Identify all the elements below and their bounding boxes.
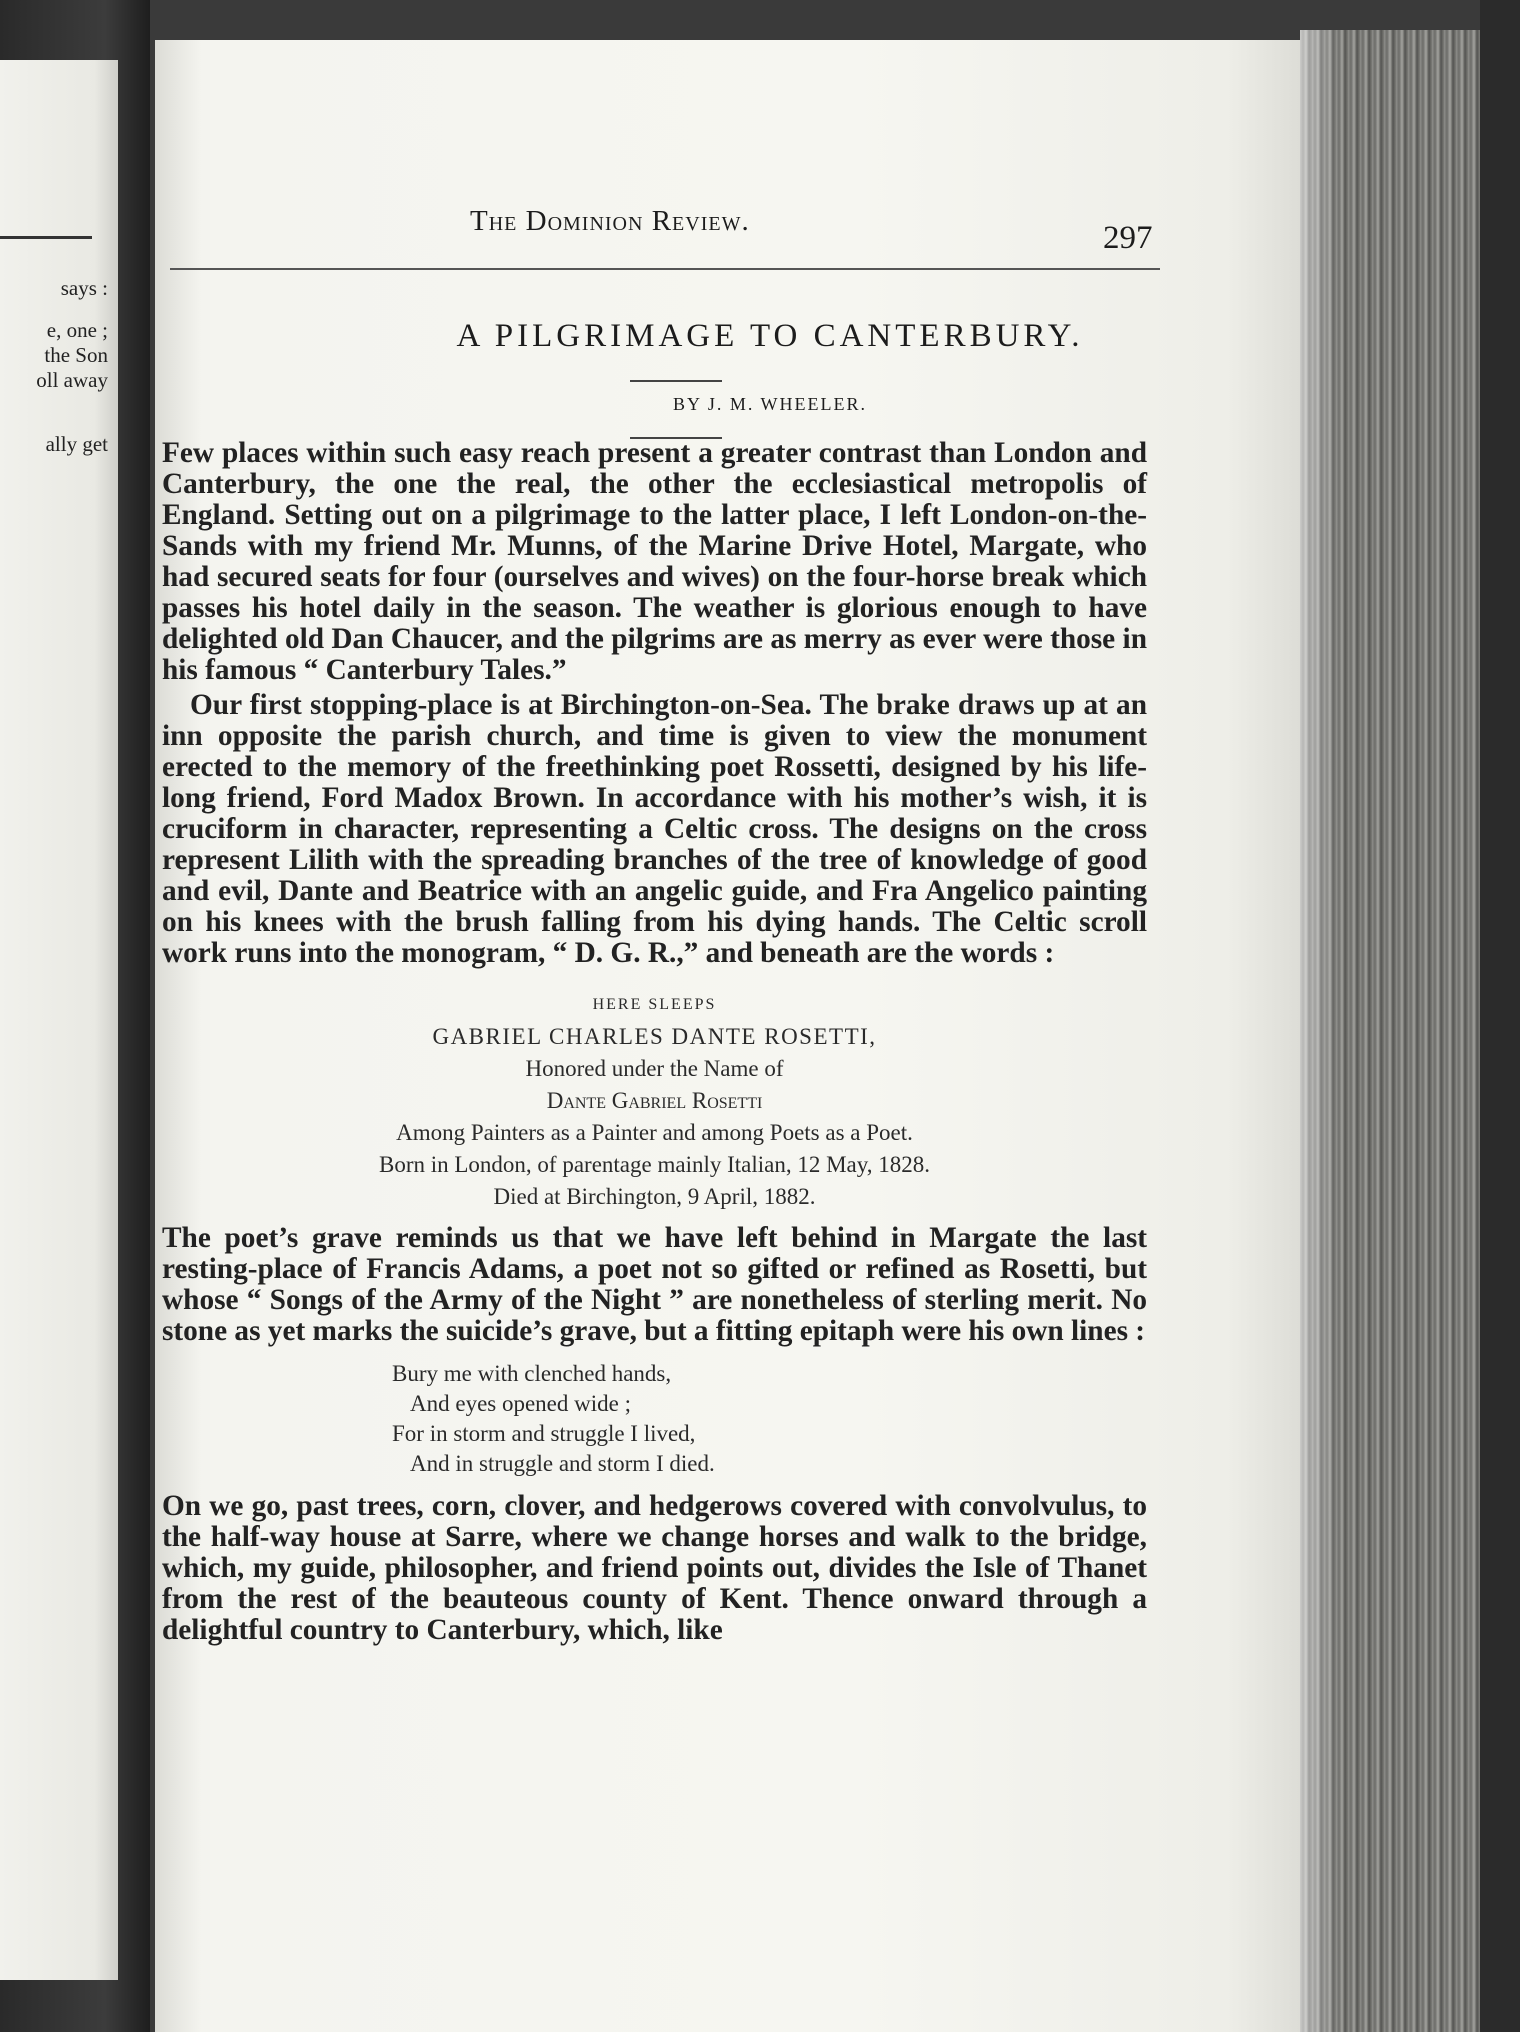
inscription-line: HERE SLEEPS (592, 996, 717, 1013)
poem-line: Bury me with clenched hands, (392, 1361, 672, 1386)
article-body (162, 438, 1147, 1646)
previous-page-line: ally get (45, 432, 108, 456)
background-edge (1480, 0, 1520, 2032)
article-title: A PILGRIMAGE TO CANTERBURY. (456, 318, 1084, 354)
poem-line: And in struggle and storm I died. (410, 1451, 715, 1476)
previous-page-rule (0, 236, 92, 239)
page-number: 297 (1103, 220, 1153, 256)
paragraph: Our first stopping-place is at Birchington-on-Sea. The brake draws up at an inn opposite the parish church, and time is given to view the monument erected to the memory of the freethinking poet Rossetti, designed by his life-long friend, Ford Madox Brown. In accordance with his mother’s wish, it is cruciform in character, representing a Celtic cross. The designs on the cross represent Lilith with the spreading branches of the tree of knowledge of good and evil, Dante and Beatrice with an angelic guide, and Fra Angelico painting on his knees with the brush falling from his dying hands. The Celtic scroll work runs into the monogram, “ D. G. R.,” and beneath are the words : (162, 689, 1147, 969)
previous-page-line: the Son (44, 343, 108, 367)
inscription-line: Died at Birchington, 9 April, 1882. (493, 1184, 816, 1209)
header-rule (170, 268, 1160, 270)
inscription-line: Honored under the Name of (525, 1056, 784, 1081)
inscription-line: GABRIEL CHARLES DANTE ROSETTI, (432, 1024, 877, 1049)
inscription-line: Born in London, of parentage mainly Italian, 12 May, 1828. (378, 1152, 931, 1177)
paragraph: On we go, past trees, corn, clover, and hedgerows covered with convolvulus, to the half-way house at Sarre, where we change horses and walk to the bridge, which, my guide, philosopher, and friend points out, divides the Isle of Thanet from the rest of the beauteous county of Kent. Thence onward through a delightful country to Canterbury, which, like (162, 1490, 1147, 1646)
inscription-line: Among Painters as a Painter and among Poets as a Poet. (396, 1120, 913, 1145)
previous-page-line: oll away (36, 368, 108, 392)
inscription-line: Dante Gabriel Rosetti (546, 1088, 763, 1113)
running-header-title: The Dominion Review. (470, 205, 750, 237)
monument-inscription (162, 989, 1147, 1213)
article-byline: BY J. M. WHEELER. (673, 394, 867, 414)
poem-quotation (392, 1359, 1147, 1479)
paragraph: Few places within such easy reach present a greater contrast than London and Canterbury, the one the real, the other the ecclesiastical metropolis of England. Setting out on a pilgrimage to the latter place, I left London-on-the-Sands with my friend Mr. Munns, of the Marine Drive Hotel, Margate, who had secured seats for four (ourselves and wives) on the four-horse break which passes his hotel daily in the season. The weather is glorious enough to have delighted old Dan Chaucer, and the pilgrims are as merry as ever were those in his famous “ Canterbury Tales.” (162, 437, 1147, 686)
poem-line: And eyes opened wide ; (410, 1391, 631, 1416)
previous-page-line: e, one ; (46, 318, 108, 342)
paragraph: The poet’s grave reminds us that we have left behind in Margate the last resting-place of Francis Adams, a poet not so gifted or refined as Rosetti, but whose “ Songs of the Army of the Night ” are nonetheless of sterling merit. No stone as yet marks the suicide’s grave, but a fitting epitaph were his own lines : (162, 1222, 1147, 1347)
previous-page-line: says : (60, 276, 108, 300)
poem-line: For in storm and struggle I lived, (392, 1421, 696, 1446)
title-rule (630, 380, 722, 382)
